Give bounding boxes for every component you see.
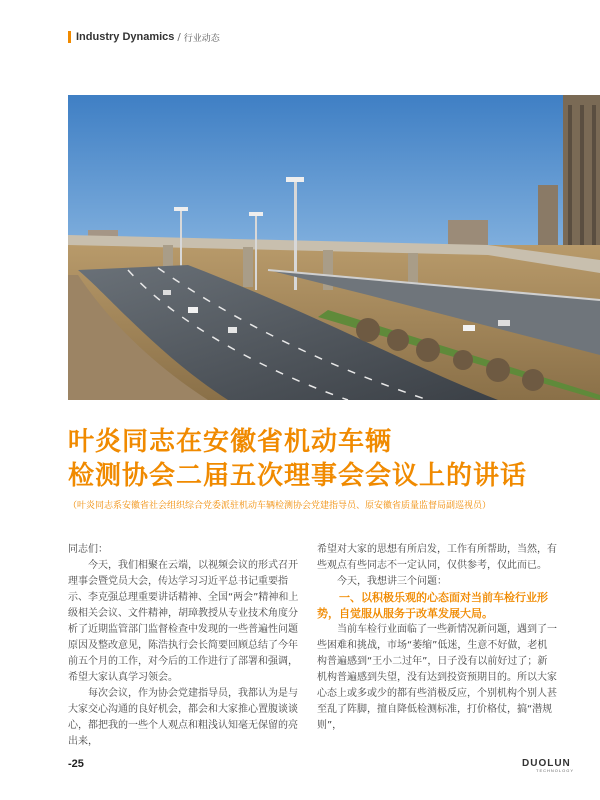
page-number: -25 [68, 758, 84, 770]
paragraph: 每次会议，作为协会党建指导员，我都认为是与大家交心沟通的良好机会，都会和大家推心置腹谈谈心，都把我的一些个人观点和粗浅认知毫无保留的亮出来， [68, 688, 298, 747]
body-column-right [317, 542, 557, 734]
header-separator: / [177, 31, 181, 43]
article-title [68, 425, 588, 493]
section-header [68, 30, 220, 44]
title-line-1: 叶炎同志在安徽省机动车辆 [68, 427, 393, 457]
paragraph: 今天，我想讲三个问题： [337, 576, 447, 587]
header-chinese: 行业动态 [183, 33, 220, 44]
paragraph: 今天，我们相聚在云端，以视频会议的形式召开理事会暨党员大会，传达学习习近平总书记重要指示、李克强总理重要讲话精神、全国“两会”精神和上级相关会议、文件精神，胡璋教授从专业技术角度分析了近期监管部门监督检查中发现的一些普遍性问题原因及整改意见，陈浩执行会长简要回顾总结了今年前五个月的工作，对今后的工作进行了部署和强调，希望大家认真学习领会。 [68, 560, 299, 683]
svg-text:TECHNOLOGY: TECHNOLOGY [536, 768, 575, 773]
greeting: 同志们： [68, 544, 108, 555]
paragraph: 希望对大家的思想有所启发，工作有所帮助，当然，有些观点有些同志不一定认同，仅供参考，仅此而已。 [317, 544, 557, 571]
header-english: Industry Dynamics [76, 31, 175, 43]
svg-text:DUOLUN: DUOLUN [522, 758, 571, 769]
title-line-2: 检测协会二届五次理事会会议上的讲话 [68, 461, 528, 491]
header-accent-bar [68, 31, 71, 43]
paragraph: 当前车检行业面临了一些新情况新问题，遇到了一些困难和挑战，市场“萎缩”低迷，生意不好做，老机构普遍感到“王小二过年”，日子没有以前好过了；新机构普遍感到失望，没有达到投资预期目的。所以大家心态上或多或少的都有些消极反应，个别机构个别人甚至乱了阵脚，擅自降低检测标准，打价格仗，搞“潜规则”， [317, 624, 557, 731]
highway-interchange-photo [68, 95, 600, 400]
section-heading: 一、以积极乐观的心态面对当前车检行业形势，自觉服从服务于改革发展大局。 [317, 591, 548, 620]
duolun-logo [522, 756, 582, 774]
body-column-left [68, 542, 300, 750]
article-subtitle: （叶炎同志系安徽省社会组织综合党委派驻机动车辆检测协会党建指导员、原安徽省质量监督局副巡视员） [68, 501, 492, 511]
